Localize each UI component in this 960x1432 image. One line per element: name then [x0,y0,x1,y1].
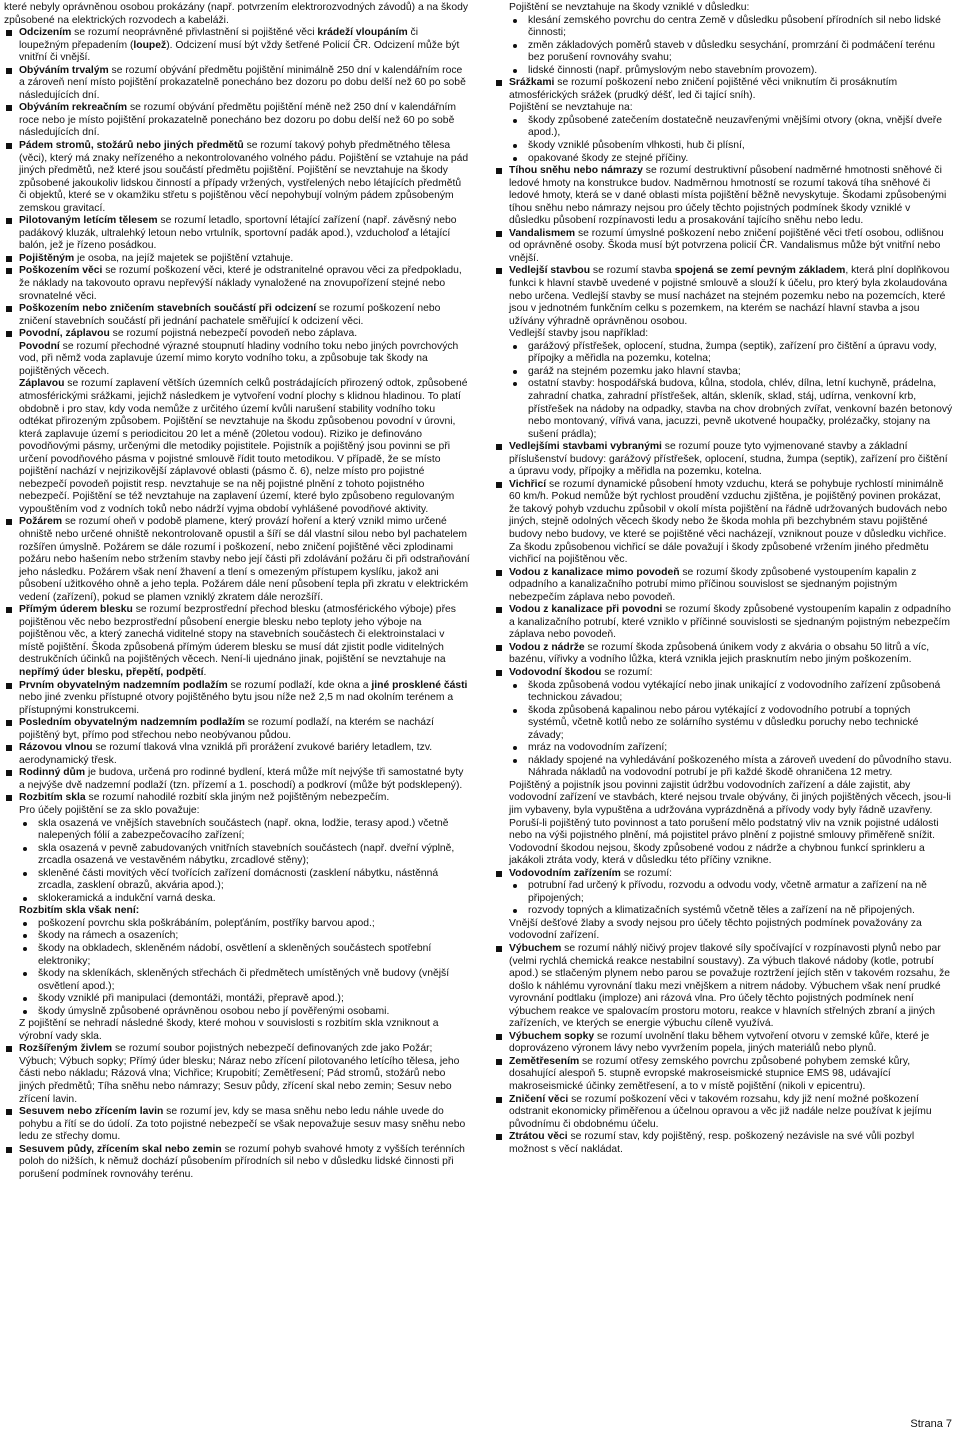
square-bullet-icon [496,607,502,613]
definition-text: Posledním obyvatelným nadzemním podlažím se rozumí podlaží, na kterém se nachází pojištěný byt, přímo pod střechou nebo neobývanou půdou. [19,717,435,741]
bullet-dot-icon [513,69,517,73]
definition-text: Vandalismem se rozumí úmyslné poškození nebo zničení pojištěné věci třetí osobou, odlišnou od oprávněné osoby. Škoda musí být potvrzena policií ČR. Vandalismus může být vnitřní nebo vnější. [509,227,944,264]
definition-item [494,604,954,642]
bullet-dot-icon [23,1010,27,1014]
definition-item [494,165,954,228]
square-bullet-icon [6,218,12,224]
list-item [4,868,470,893]
list-item-text: změn základových poměrů staveb v důsledku sesychání, promrzání či podmáčení terénu bez porušení rovnováhy svahu; [528,39,936,64]
square-bullet-icon [496,871,502,877]
definition-item [4,102,470,140]
bullet-dot-icon [513,746,517,750]
list-item-text: mráz na vodovodním zařízení; [528,742,668,754]
list-item [494,880,954,905]
square-bullet-icon [6,306,12,312]
definition-item [4,680,470,718]
right-column [494,2,954,1156]
square-bullet-icon [6,683,12,689]
list-item-text: lidské činnosti (např. průmyslovým nebo stavebním provozem). [528,64,818,76]
list-item-text: náklady spojené na vyhledávání poškozeného místa a zároveň uvedení do původního stavu. Náhrada nákladů na vodovodní potrubí je při každé škodě ohraničena 12 metry. [528,754,952,779]
list-item-text: garáž na stejném pozemku jako hlavní stavba; [528,365,741,377]
definition-item [4,516,470,604]
paragraph: Pojištění se nevztahuje na: [509,102,633,114]
list-item [494,905,954,918]
list-item [494,115,954,140]
definition-item [4,1106,470,1144]
definition-item [494,479,954,567]
bullet-dot-icon [513,119,517,123]
list-item [4,918,470,931]
definition-text: Výbuchem se rozumí náhlý ničivý projev tlakové síly spočívající v rozpínavosti plynů nebo par (velmi rychlá chemická reakce nestabilní soustavy). Za výbuch tlakové nádoby (kotle, potrubí apod.) se stlačeným plynem nebo parou se považuje roztržení jejích stěn v takovém rozsahu, že došlo k náhlému vyrovnání tlaku mezi vnějškem a nitrem nádoby. Výbuchem však není prudké vyrovnání podtlaku (imploze) ani rázová vlna. Pro účely těchto pojistných podmínek není výbuchem reakce ve spalovacím prostoru motoru, reakce v hlavních střelných zbraní a jiných zařízeních, ve kterých se energie výbuchu cíleně využívá. [509,943,950,1030]
list-item [4,943,470,968]
list-item [494,140,954,153]
square-bullet-icon [6,1109,12,1115]
definition-text: Pojištěným je osoba, na jejíž majetek se pojištění vztahuje. [19,252,294,264]
paragraph: Pro účely pojištění se za sklo považuje: [19,805,200,816]
definition-text: Výbuchem sopky se rozumí uvolnění tlaku během vytvoření otvoru v zemské kůře, které je doprovázeno výronem lávy nebo vyvržením popela, jiných materiálů nebo plynů. [509,1030,930,1055]
list-item [494,755,954,780]
definition-text: Poškozením věci se rozumí poškození věci, které je odstranitelné opravou věci za předpokladu, že náklady na takovouto opravu nepřevýší náklady vynaložené na znovupořízení stejné nebo srovnatelné věci. [19,265,462,302]
bullet-dot-icon [23,847,27,851]
definition-text: Sesuvem nebo zřícením lavin se rozumí jev, kdy se masa sněhu nebo ledu náhle uvede do pohybu a řítí se do údolí. Za toto pojistné nebezpečí se však nepovažuje sesuv masy sněhu nebo ledu ze střechy domu. [19,1106,466,1143]
list-item [494,742,954,755]
paragraph: Z pojištění se nehradí následné škody, které mohou v souvislosti s rozbitím skla vzniknout a výrobní vady skla. [19,1018,439,1042]
bullet-dot-icon [23,822,27,826]
definition-item [4,792,470,805]
definition-text: Vodovodní škodou se rozumí: [509,666,653,678]
definition-item [494,1031,954,1056]
definition-text: Vedlejšími stavbami vybranými se rozumí pouze tyto vyjmenované stavby a základní příslušenství budovy: garážový přístřešek, oplocení, studna, žumpa (septik), zařízení pro čištění a úpravu vody, přípojky a měřidla na pozemku, kotelna. [509,441,948,478]
definition-text: Rodinný dům je budova, určená pro rodinné bydlení, která může mít nejvýše tři samostatné byty a nejvýše dvě nadzemní podlaží (tzn. přízemí a 1. poschodí) a podkroví (může být podsklepený). [19,767,464,791]
definition-item [494,441,954,479]
list-item-text: škody vzniklé při manipulaci (demontáži, montáži, přepravě apod.); [38,993,344,1005]
paragraph: které nebyly oprávněnou osobou prokázány (např. potvrzením elektrorozvodných závodů) a na škody způsobené na elektrických rozvodech a kabeláži. [4,2,469,26]
paragraph: Pojištěný a pojistník jsou povinni zajistit údržbu vodovodních zařízení a dále zajistit, aby vodovodní zařízení ve stavbách, které nejsou trvale obývány, či jiných pojištěných věcech, jsou-li jim vybaveny, byla vypuštěna a udržována vyprázdněná a přívody vody byly řádně uzavřeny. Poruší-li pojištěný tuto povinnost a tato porušení mělo podstatný vliv na vznik pojistné události nebo na výši pojistného plnění, má pojistitel právo plnění z pojistné smlouvy přiměřeně snížit. Vodovodní škodou nejsou, škody způsobené vodou z nádrže a chybnou funkcí sprinkleru a jakákoli ztráta vody, která v důsledku této příčiny vznikne. [509,779,951,867]
square-bullet-icon [6,607,12,613]
list-item-text: skla osazená ve vnějších stavebních součástech (např. okna, lodžie, terasy apod.) včetně nalepených fólií a zabezpečovacího zařízení; [38,817,449,842]
list-item [494,705,954,743]
list-item-text: skla osazená v pevně zabudovaných vnitřních stavebních součástech (např. dveřní výplně, zrcadla osazená ve vestavěném nábytku, zrcadlové stěny); [38,842,455,867]
definition-text: Zemětřesením se rozumí otřesy zemského povrchu způsobené pohybem zemské kůry, dosahující alespoň 5. stupně evropské makroseismické stupnice EMS 98, udávající makroseismické účinky zemětřesení, a to v místě pojištění (nikoli v epicentru). [509,1055,911,1093]
definition-text: Tíhou sněhu nebo námrazy se rozumí destruktivní působení nadměrné hmotnosti sněhové či ledové hmoty na konstrukce budov. Nadměrnou hmotností se rozumí taková tíha sněhové či ledové hmoty, která se v dané oblasti místa pojištění běžně nevyskytuje. Škodami způsobenými tíhou sněhu nebo námrazy nejsou pro účely těchto pojistných podmínek škody vzniklé v důsledku působení rozpínavosti ledu a prosakování tajícího sněhu nebo ledu. [509,165,947,227]
list-item-text: sklokeramická a indukční varná deska. [38,892,216,904]
list-item-text: ostatní stavby: hospodářská budova, kůlna, stodola, chlév, dílna, letní kuchyně, prádelna, zahradní chatka, zahradní přístřešek, altán, skleník, sklad, stáj, udírna, venkovní krb, přístřešek na nádoby na odpadky, stavba na chov drobných zvířat, venkovní bazén betonový nebo montovaný, vířivá vana, jacuzzi, pevně ukotvené houpačky, prolézačky, stojany na sušení prádla); [528,378,953,440]
definition-text: Vodovodním zařízením se rozumí: [509,867,673,879]
list-item [494,15,954,40]
bullet-dot-icon [513,382,517,386]
definition-text: Povodní, záplavou se rozumí pojistná nebezpečí povodeň nebo záplava. [19,328,358,340]
definition-text: Vodou z kanalizace při povodni se rozumí škody způsobené vystoupením kapalin z odpadního a kanalizačního potrubí, které vzniklo v příčinné souvislosti se sjednaným pojistným nebezpečím záplava nebo povodeň. [509,604,951,641]
square-bullet-icon [6,519,12,525]
definition-text: Požárem se rozumí oheň v podobě plamene, který provází hoření a který vznikl mimo určené ohniště nebo určené ohniště nekontrolovaně opustil a šíří se dál vlastní silou nebo byl pachatelem rozšířen úmyslně. Požárem se dále rozumí i poškození, nebo zničení pojištěné věci zplodinami požáru nebo hašením nebo stržením stavby nebo její části při zdolávání požáru či při odstraňování jeho následku. Požárem však není žhavení a tlení s omezeným přístupem kyslíku, jakož ani působení užitkového ohně a jeho tepla. Požárem dále není působení tepla při zkratu v elektrickém vedení (zařízení), pokud se plamen vzniklý zkratem dále nerozšíří. [19,516,470,603]
square-bullet-icon [6,1147,12,1153]
bullet-dot-icon [513,44,517,48]
square-bullet-icon [6,720,12,726]
paragraph: Vedlejší stavby jsou například: [509,328,649,340]
definition-item [4,265,470,303]
square-bullet-icon [6,256,12,262]
square-bullet-icon [6,68,12,74]
bullet-dot-icon [513,884,517,888]
list-item [4,843,470,868]
square-bullet-icon [6,795,12,801]
definition-item [4,717,470,742]
list-item-text: rozvody topných a klimatizačních systémů včetně těles a zařízení na ně připojených. [528,905,915,917]
bullet-dot-icon [23,897,27,901]
definition-item [4,65,470,103]
definition-text: Pilotovaným letícím tělesem se rozumí letadlo, sportovní létající zařízení (např. závěsný nebo padákový kluzák, ultralehký letoun nebo vrtulník, sportovní padák apod.), vzducholoď a létající balón, jež je řízeno posádkou. [19,215,457,252]
bullet-dot-icon [513,370,517,374]
definition-text: Sesuvem půdy, zřícením skal nebo zemin se rozumí pohyb svahové hmoty z vyšších terénních poloh do nižších, k němuž dochází působením přírodních sil nebo v důsledku lidské činnosti při porušení podmínek rovnováhy terénu. [19,1143,465,1180]
definition-item [494,1131,954,1156]
definition-item [494,265,954,328]
definition-item [4,215,470,253]
list-item-text: garážový přístřešek, oplocení, studna, žumpa (septik), zařízení pro čištění a úpravu vody, přípojky a měřidla na pozemku, kotelna; [528,340,937,365]
list-item [494,378,954,441]
square-bullet-icon [496,1059,502,1065]
bullet-dot-icon [23,997,27,1001]
paragraph: Povodní se rozumí přechodné výrazné stoupnutí hladiny vodního toku nebo jiných povrchových vod, při němž voda zaplavuje území mimo koryto vodního toku, a způsobuje tak škody na pojištěných věcech. [19,340,459,377]
definition-text: Obýváním rekreačním se rozumí obývání předmětu pojištění méně než 250 dní v kalendářním roce nebo je místo pojištění prokazatelně ponecháno bez dozoru po dobu delší než 60 po sobě následujících dní. [19,102,456,139]
definition-text: Vodou z nádrže se rozumí škoda způsobená únikem vody z akvária o obsahu 50 litrů a víc, bazénu, vířivky a vodního lůžka, která vznikla jejich prasknutím nebo jiným poškozením. [509,641,930,666]
definition-text: Obýváním trvalým se rozumí obývání předmětu pojištění minimálně 250 dní v kalendářním roce a zároveň není místo pojištění prokazatelně ponecháno bez dozoru po dobu delší než 60 po sobě následujících dní. [19,64,466,101]
square-bullet-icon [6,30,12,36]
definition-item [494,1056,954,1094]
list-item [494,40,954,65]
definition-text: Vodou z kanalizace mimo povodeň se rozumí škody způsobené vystoupením kapalin z odpadního a kanalizačního potrubí mimo příčinou souvislost se sjednaným pojistným nebezpečím záplava nebo povodeň. [509,566,917,603]
page-number: Strana 7 [910,1418,952,1430]
paragraph: Rozbitím skla však není: [19,905,140,917]
square-bullet-icon [6,143,12,149]
definition-item [4,742,470,767]
square-bullet-icon [6,745,12,751]
definition-item [494,868,954,881]
definition-text: Rozbitím skla se rozumí nahodilé rozbití skla jiným než pojištěným nebezpečím. [19,792,390,804]
square-bullet-icon [496,645,502,651]
bullet-dot-icon [23,947,27,951]
bullet-dot-icon [23,934,27,938]
square-bullet-icon [496,1034,502,1040]
definition-item [4,328,470,341]
list-item-text: poškození povrchu skla poškrábáním, polepťáním, postříky barvou apod.; [38,917,375,929]
list-item [494,366,954,379]
definition-item [494,228,954,266]
definition-item [4,604,470,679]
definition-text: Prvním obyvatelným nadzemním podlažím se rozumí podlaží, kde okna a jiné prosklené části nebo jiné zvenku přístupné otvory pojištěného bytu jsou níže než 2,5 m nad okolním terénem a přístupnými konstrukcemi. [19,679,468,716]
square-bullet-icon [496,231,502,237]
bullet-dot-icon [513,709,517,713]
square-bullet-icon [496,482,502,488]
definition-item [4,253,470,266]
list-item-text: opakované škody ze stejné příčiny. [528,152,689,164]
definition-text: Zničení věci se rozumí poškození věci v takovém rozsahu, kdy již není možné poškození odstranit ekonomicky přiměřenou a účelnou opravou a věc již nadále nelze používat k jejímu původnímu či obdobnému účelu. [509,1093,932,1130]
definition-item [494,77,954,102]
bullet-dot-icon [513,759,517,763]
definition-item [494,667,954,680]
square-bullet-icon [496,1097,502,1103]
square-bullet-icon [496,570,502,576]
definition-item [4,140,470,215]
list-item [4,993,470,1006]
square-bullet-icon [6,770,12,776]
list-item [4,968,470,993]
list-item [4,930,470,943]
square-bullet-icon [496,80,502,86]
definition-item [4,1144,470,1182]
square-bullet-icon [6,1046,12,1052]
definition-item [494,567,954,605]
definition-text: Ztrátou věci se rozumí stav, kdy pojištěný, resp. poškozený nezávisle na své vůli pozbyl možnost s věcí nakládat. [509,1131,915,1155]
definition-item [494,642,954,667]
bullet-dot-icon [513,345,517,349]
definition-item [4,27,470,65]
square-bullet-icon [6,105,12,111]
square-bullet-icon [496,1134,502,1140]
bullet-dot-icon [513,144,517,148]
bullet-dot-icon [513,19,517,23]
left-column [4,2,470,1181]
list-item [4,818,470,843]
list-item-text: škody způsobené zatečením dostatečně neuzavřenými vnějšími otvory (okna, vnější dveře apod.), [528,114,942,139]
definition-text: Vedlejší stavbou se rozumí stavba spojená se zemí pevným základem, která plní doplňkovou funkci k hlavní stavbě uvedené v pojistné smlouvě a slouží k účelu, pro který byla zkolaudována nebo určena. Vedlejší stavby se musí nacházet na stejném pozemku nebo na pozemcích, které jsou v jednotném funkčním celku s pozemkem, na kterém se nachází hlavní stavba a jsou užívány výhradně oprávněnou osobou. [509,265,950,327]
bullet-dot-icon [513,684,517,688]
bullet-dot-icon [513,909,517,913]
paragraph: Vnější dešťové žlaby a svody nejsou pro účely těchto pojistných podmínek považovány za vodovodní zařízení. [509,917,922,942]
list-item-text: škoda způsobená vodou vytékající nebo jinak unikající z vodovodního zařízení způsobená technickou závadou; [528,679,941,704]
list-item-text: škody úmyslně způsobené oprávněnou osobou nebo jí pověřenými osobami. [38,1005,390,1017]
list-item [494,680,954,705]
square-bullet-icon [496,268,502,274]
square-bullet-icon [6,331,12,337]
list-item-text: potrubní řad určený k přívodu, rozvodu a odvodu vody, včetně armatur a zařízení na ně připojených; [528,880,927,904]
square-bullet-icon [6,268,12,274]
list-item-text: škody vzniklé působením vlhkosti, hub či plísní, [528,140,745,152]
square-bullet-icon [496,168,502,174]
definition-text: Pádem stromů, stožárů nebo jiných předmětů se rozumí takový pohyb předmětného tělesa (věci), který má znaky neřízeného a nekontrolovaného volného pádu. Pojištění se vztahuje na pád jiných předmětů, než které jsou součástí předmětu pojištění. Pojištění se nevztahuje na škody způsobené jakoukoliv lidskou činností a případy vržených, vystřelených nebo létajících předmětů či objektů, které se v okamžiku střetu s pojištěnou věcí nepohybují volným pádem způsobeným zemskou gravitací. [19,140,469,214]
paragraph: Záplavou se rozumí zaplavení větších územních celků postrádajících přirozený odtok, způsobené atmosférickými srážkami, jejichž následkem je vytvoření vodní plochy s klidnou hladinou. To platí obdobně i pro stav, kdy voda nemůže z určitého území kvůli narušení stability vodního toku odtékat přirozeným způsobem. Pojištění se nevztahuje na škodu způsobenou povodní v úrovni, která zaplavuje území s periodicitou 20 let a méně (20letou vodou). Riziko je definováno povodňovými pásmy, určenými dle metodiky pojistitele. Pojistník a pojištěný jsou povinni se při určení povodňového pásma v pojistné smlouvě řídit touto metodikou. V případě, že se místo pojištění nachází v nejrizikovější záplavové oblasti (pásmo č. 6), nelze místo pro pojistné nebezpečí povodeň pojistit resp. nevztahuje se na něj pojistné plnění z tohoto pojistného nebezpečí. Pojištění se též nevztahuje na zaplavení území, které bylo způsobeno regulovaným vypouštěním vod z vodních toků nebo nádrží vyjma období vyhlášené povodňové aktivity. [19,378,468,515]
definition-item [494,943,954,1031]
bullet-dot-icon [23,872,27,876]
bullet-dot-icon [513,157,517,161]
bullet-dot-icon [23,922,27,926]
definition-item [4,303,470,328]
list-item [494,65,954,78]
list-item [494,153,954,166]
square-bullet-icon [496,946,502,952]
list-item [494,341,954,366]
list-item [4,893,470,906]
bullet-dot-icon [23,972,27,976]
list-item-text: škoda způsobená kapalinou nebo párou vytékající z vodovodního potrubí a topných systémů, včetně kotlů nebo ze solárního systému v důsledku poruchy nebo technické závady; [528,704,919,741]
definition-text: Rázovou vlnou se rozumí tlaková vlna vzniklá při prorážení zvukové bariéry letadlem, tzv. aerodynamický třesk. [19,742,433,766]
list-item [4,1006,470,1019]
definition-item [494,1094,954,1132]
definition-text: Odcizením se rozumí neoprávněné přivlastnění si pojištěné věci krádeží vloupáním či loupežným přepadením (loupež). Odcizení musí být vždy šetřené Policií ČR. Odcizení může být vnitřní či vnější. [19,27,460,64]
list-item-text: škody na obkladech, skleněném nádobí, osvětlení a skleněných součástech spotřební elektroniky; [38,943,432,967]
list-item-text: klesání zemského povrchu do centra Země v důsledku působení přírodních sil nebo lidské činnosti; [528,14,941,39]
definition-text: Srážkami se rozumí poškození nebo zničení pojištěné věci vniknutím či prosáknutím atmosférických srážek (prudký déšť, led či tající sníh). [509,77,898,101]
square-bullet-icon [496,670,502,676]
list-item-text: škody na skleníkách, skleněných střechách či předmětech umístěných vně budovy (vnější osvětlení apod.); [38,968,450,992]
list-item-text: skleněné části movitých věcí tvořících zařízení domácnosti (zasklení nábytku, nástěnná zrcadla, zasklení obrazů, akvária apod.); [38,867,439,892]
square-bullet-icon [496,444,502,450]
definition-text: Přímým úderem blesku se rozumí bezprostřední přechod blesku (atmosférického výboje) přes pojištěnou věc nebo bezprostřední působení energie blesku nebo teploty jeho výboje na pojištěnou věc, a který zanechá viditelné stopy na stavebních součástech či elektroinstalaci v místě pojištění. Škoda způsobená přímým úderem blesku se musí dát zjistit podle viditelných destrukčních účinků na pojištěných věcech. Není-li ujednáno jinak, pojištění se nevztahuje na nepřímý úder blesku, přepětí, podpětí. [19,604,456,678]
definition-text: Rozšířeným živlem se rozumí soubor pojistných nebezpečí definovaných zde jako Požár; Výbuch; Výbuch sopky; Přímý úder blesku; Náraz nebo zřícení pilotovaného letícího tělesa, jeho části nebo nákladu; Rázová vlna; Vichřice; Krupobití; Zemětřesení; Pád stromů, stožárů nebo jiných předmětů; Tíha sněhu nebo námrazy; Sesuv půdy, zřícení skal nebo zemin; Sesuv nebo zřícení lavin. [19,1043,460,1105]
definition-item [4,767,470,792]
definition-text: Vichřicí se rozumí dynamické působení hmoty vzduchu, která se pohybuje rychlostí minimálně 60 km/h. Pokud nemůže být rychlost proudění vzduchu zjištěna, je pojištěný povinen prokázat, že takový pohyb vzduchu způsobil v okolí místa pojištění na řádně udržovaných budovách nebo jiných, stejně odolných věcech škody nebo že škoda mohla při bezchybném stavu pojištěné budovy nebo budovy, ve které se pojištěné věci nacházejí, vzniknout pouze v důsledku vichřice. Za škodu způsobenou vichřicí se dále považují i škody způsobené vržením jiného předmětu vichřicí na pojištěnou věc. [509,478,948,566]
paragraph: Pojištění se nevztahuje na škody vzniklé v důsledku: [509,2,750,13]
definition-text: Poškozením nebo zničením stavebních součástí při odcizení se rozumí poškození nebo zničení stavebních součástí při jednání pachatele směřující k odcizení věci. [19,303,441,327]
definition-item [4,1043,470,1106]
list-item-text: škody na rámech a osazeních; [38,930,179,942]
